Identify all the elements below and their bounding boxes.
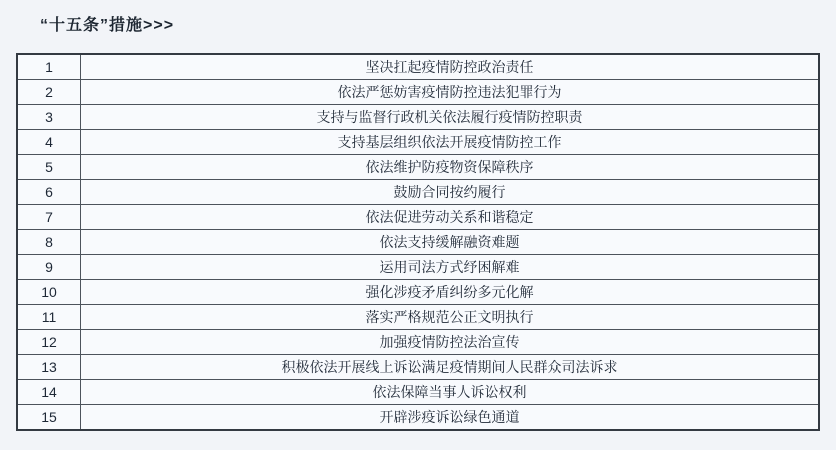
row-number-cell: 13: [17, 355, 81, 380]
table-row: [17, 105, 819, 130]
row-number-cell: 5: [17, 155, 81, 180]
row-number-cell: 14: [17, 380, 81, 405]
row-number-cell: 6: [17, 180, 81, 205]
row-number-cell: 12: [17, 330, 81, 355]
row-number-cell: 15: [17, 405, 81, 431]
row-text-cell: 鼓励合同按约履行: [81, 180, 820, 205]
page-title: “十五条”措施>>>: [40, 17, 175, 34]
row-text-cell: 加强疫情防控法治宣传: [81, 330, 820, 355]
table-row: [17, 380, 819, 405]
table-row: [17, 180, 819, 205]
row-text-cell: 积极依法开展线上诉讼满足疫情期间人民群众司法诉求: [81, 355, 820, 380]
table-row: [17, 355, 819, 380]
measures-table-body: [17, 54, 819, 430]
row-number-cell: 10: [17, 280, 81, 305]
row-text-cell: 运用司法方式纾困解难: [81, 255, 820, 280]
row-number-cell: 4: [17, 130, 81, 155]
row-text-cell: 支持与监督行政机关依法履行疫情防控职责: [81, 105, 820, 130]
table-row: [17, 330, 819, 355]
row-number-cell: 7: [17, 205, 81, 230]
row-number-cell: 3: [17, 105, 81, 130]
row-number-cell: 8: [17, 230, 81, 255]
table-row: [17, 305, 819, 330]
table-row: [17, 405, 819, 431]
table-row: [17, 205, 819, 230]
row-text-cell: 开辟涉疫诉讼绿色通道: [81, 405, 820, 431]
row-text-cell: 落实严格规范公正文明执行: [81, 305, 820, 330]
row-text-cell: 坚决扛起疫情防控政治责任: [81, 54, 820, 80]
table-row: [17, 130, 819, 155]
row-number-cell: 1: [17, 54, 81, 80]
row-text-cell: 依法严惩妨害疫情防控违法犯罪行为: [81, 80, 820, 105]
row-text-cell: 支持基层组织依法开展疫情防控工作: [81, 130, 820, 155]
table-row: [17, 255, 819, 280]
measures-table: [16, 53, 820, 431]
row-text-cell: 强化涉疫矛盾纠纷多元化解: [81, 280, 820, 305]
table-row: [17, 230, 819, 255]
row-number-cell: 11: [17, 305, 81, 330]
row-text-cell: 依法保障当事人诉讼权利: [81, 380, 820, 405]
row-text-cell: 依法维护防疫物资保障秩序: [81, 155, 820, 180]
table-row: [17, 155, 819, 180]
row-number-cell: 9: [17, 255, 81, 280]
row-text-cell: 依法支持缓解融资难题: [81, 230, 820, 255]
table-row: [17, 54, 819, 80]
table-row: [17, 280, 819, 305]
row-text-cell: 依法促进劳动关系和谐稳定: [81, 205, 820, 230]
table-row: [17, 80, 819, 105]
row-number-cell: 2: [17, 80, 81, 105]
